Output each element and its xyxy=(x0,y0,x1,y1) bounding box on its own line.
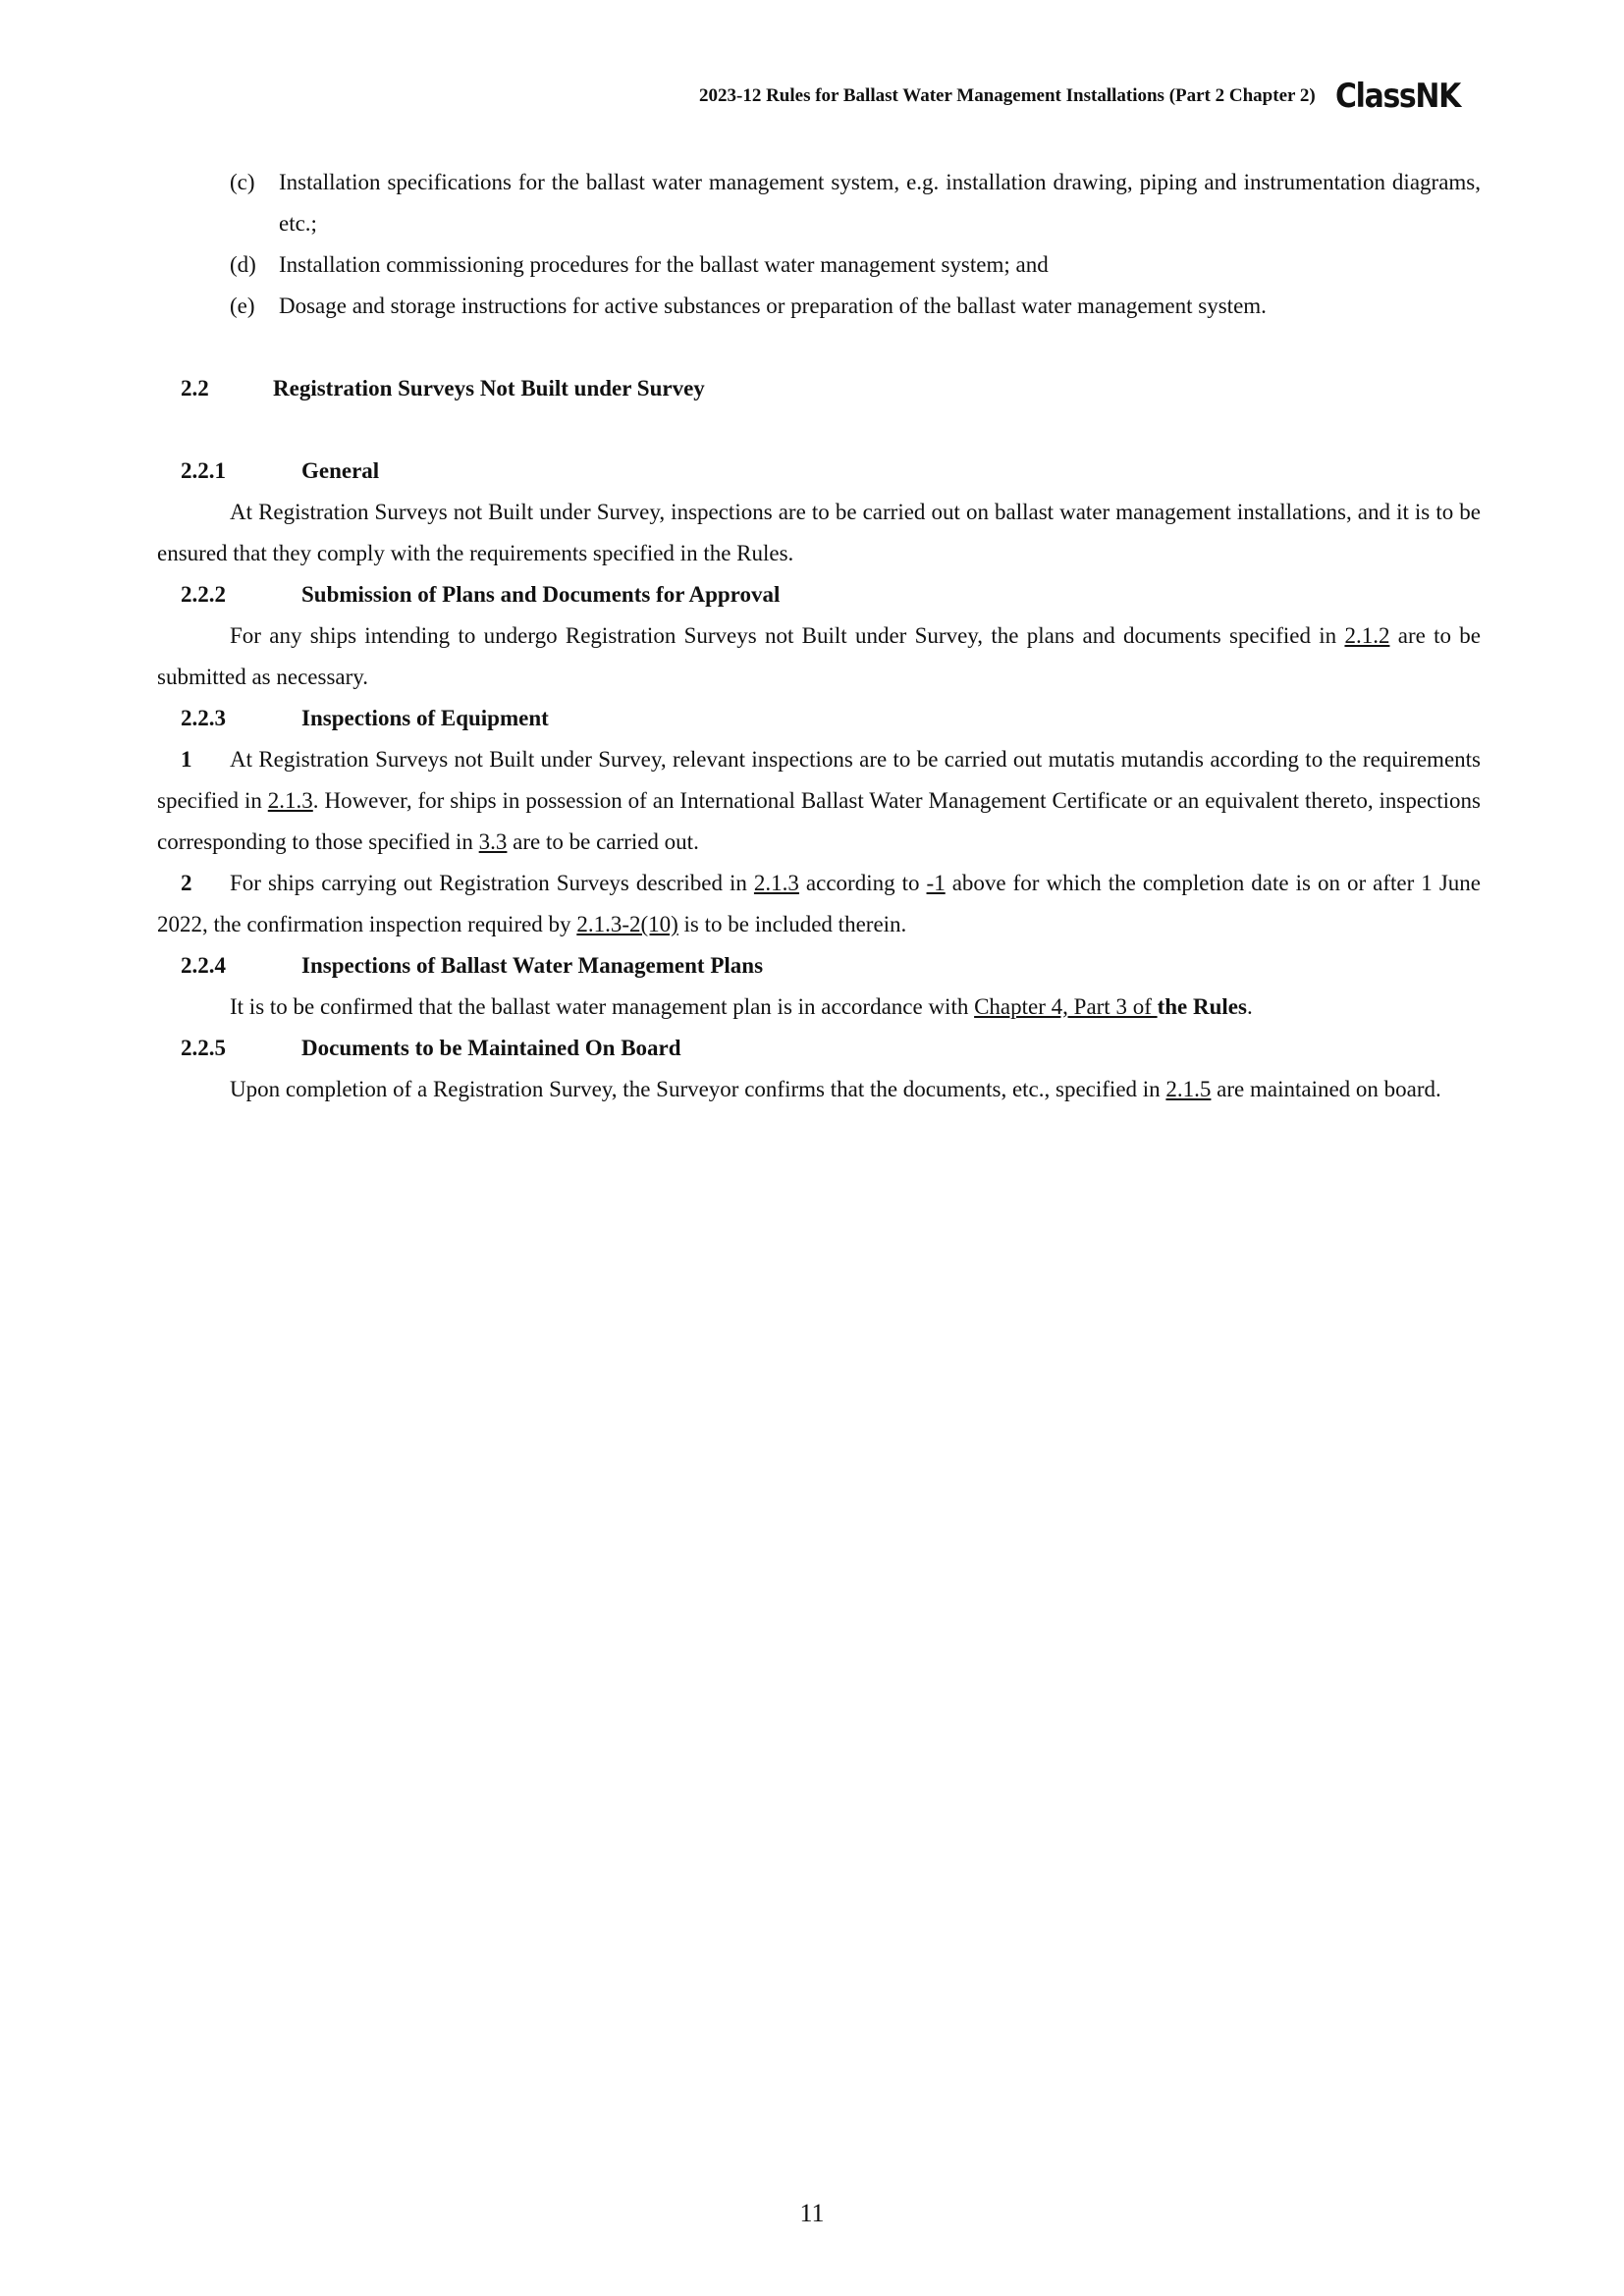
paragraph-number: 2 xyxy=(181,871,192,895)
text-run: above for which the completion date is on or after 1 June 2022, the confirmation inspection required by xyxy=(157,871,1481,936)
text-run: are to be submitted as necessary. xyxy=(157,623,1481,689)
text-run: For ships carrying out Registration Surveys described in xyxy=(230,871,754,895)
paragraph-2-2-4 xyxy=(157,987,1481,1028)
section-title: Documents to be Maintained On Board xyxy=(301,1036,681,1060)
section-heading-2-2 xyxy=(181,368,1481,409)
section-title: Inspections of Equipment xyxy=(301,706,549,730)
text-run: according to xyxy=(798,871,927,895)
text-run-bold: the Rules xyxy=(1157,994,1247,1019)
paragraph-2-2-2 xyxy=(157,615,1481,698)
section-title: General xyxy=(301,458,380,483)
paragraph-2-2-3-1 xyxy=(157,739,1481,863)
text-run: are maintained on board. xyxy=(1211,1077,1441,1101)
paragraph-2-2-1: At Registration Surveys not Built under Survey, inspections are to be carried out on ballast water management installations, and it is to be ensured that they comply with the requirements specified in the Rules. xyxy=(157,500,1481,565)
section-title: Submission of Plans and Documents for Approval xyxy=(301,582,781,607)
section-heading-2-2-3 xyxy=(181,698,1481,739)
paragraph-2-2-3-2 xyxy=(157,863,1481,945)
list-marker: (e) xyxy=(230,294,255,318)
section-number: 2.2 xyxy=(181,376,209,400)
section-heading-2-2-1 xyxy=(181,451,1481,492)
cross-reference-link[interactable]: 3.3 xyxy=(478,829,508,854)
header-title: 2023-12 Rules for Ballast Water Management Installations (Part 2 Chapter 2) xyxy=(699,85,1316,106)
list-text: Dosage and storage instructions for active substances or preparation of the ballast water management system. xyxy=(279,294,1267,318)
document-body xyxy=(157,162,1481,1110)
text-run: It is to be confirmed that the ballast water management plan is in accordance with xyxy=(230,994,975,1019)
cross-reference-link[interactable]: -1 xyxy=(926,871,946,895)
text-run: For any ships intending to undergo Registration Surveys not Built under Survey, the plans and documents specified in xyxy=(230,623,1345,648)
list-item-d xyxy=(230,244,1481,286)
classnk-logo: ClassNK xyxy=(1334,77,1460,116)
list-item-e xyxy=(230,286,1481,327)
list-item-c xyxy=(230,162,1481,244)
section-title: Registration Surveys Not Built under Survey xyxy=(273,376,705,400)
cross-reference-link[interactable]: 2.1.3-2(10) xyxy=(576,912,678,936)
cross-reference-link[interactable]: 2.1.3 xyxy=(267,788,313,813)
list-marker: (c) xyxy=(230,170,255,194)
cross-reference-link[interactable]: 2.1.5 xyxy=(1165,1077,1212,1101)
section-number: 2.2.5 xyxy=(181,1036,226,1060)
page-header xyxy=(699,77,1477,116)
section-number: 2.2.2 xyxy=(181,582,226,607)
page-number: 11 xyxy=(799,2199,825,2227)
text-run: is to be included therein. xyxy=(677,912,907,936)
text-run: At Registration Surveys not Built under Survey, relevant inspections are to be carried out mutatis mutandis according to the requirements specified in xyxy=(157,747,1481,813)
text-run: Upon completion of a Registration Survey, the Surveyor confirms that the documents, etc., specified in xyxy=(230,1077,1166,1101)
section-number: 2.2.4 xyxy=(181,953,226,978)
paragraph-2-2-5 xyxy=(157,1069,1481,1110)
list-text: Installation commissioning procedures for the ballast water management system; and xyxy=(279,252,1049,277)
cross-reference-link[interactable]: Chapter 4, Part 3 of xyxy=(974,994,1158,1019)
cross-reference-link[interactable]: 2.1.2 xyxy=(1344,623,1390,648)
section-heading-2-2-2 xyxy=(181,574,1481,615)
text-run: . xyxy=(1246,994,1253,1019)
cross-reference-link[interactable]: 2.1.3 xyxy=(753,871,799,895)
section-heading-2-2-5 xyxy=(181,1028,1481,1069)
section-number: 2.2.1 xyxy=(181,458,226,483)
section-title: Inspections of Ballast Water Management Plans xyxy=(301,953,764,978)
list-text: Installation specifications for the ballast water management system, e.g. installation drawing, piping and instrumentation diagrams, etc.; xyxy=(279,170,1481,236)
text-run: . However, for ships in possession of an International Ballast Water Management Certificate or an equivalent thereto, inspections corresponding to those specified in xyxy=(157,788,1481,854)
paragraph-number: 1 xyxy=(181,747,192,772)
list-marker: (d) xyxy=(230,252,256,277)
section-heading-2-2-4 xyxy=(181,945,1481,987)
text-run: are to be carried out. xyxy=(507,829,699,854)
section-number: 2.2.3 xyxy=(181,706,226,730)
